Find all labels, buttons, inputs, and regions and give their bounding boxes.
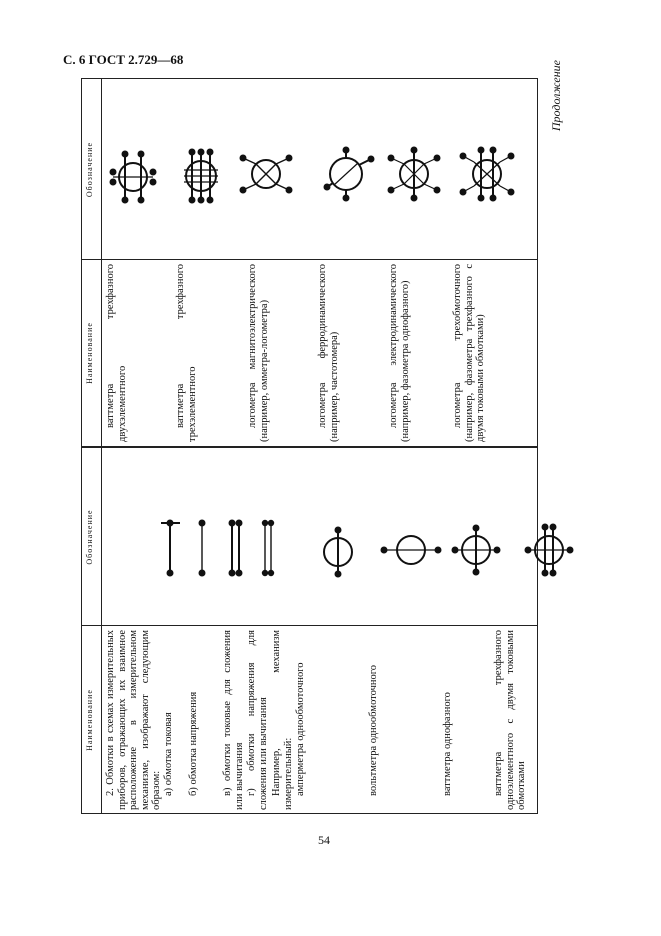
page-header: С. 6 ГОСТ 2.729—68 [63, 52, 184, 67]
row-text-ratiometer-3coil: логометра трехобмоточного (например, фазометра трехфазного с двумя токовыми обмотками) [452, 264, 486, 442]
voltage-coil-symbol [200, 521, 205, 576]
current-coils-sum-symbol [230, 521, 242, 576]
voltage-coils-sum-symbol [263, 521, 274, 576]
wattmeter-3ph-1el-symbol [526, 525, 573, 576]
wattmeter-1ph-symbol [453, 526, 500, 575]
header-name-left: Наименование [85, 689, 94, 751]
row-text-ratiometer-magnetoelectric: логометра магнитоэлектрического (например, омметра-логометра) [247, 264, 270, 442]
header-name-right: Наименование [85, 322, 94, 384]
row-text-wattmeter-3ph-3el: ваттметра трехфазного трехэлементного [175, 264, 198, 442]
header-symbol-left: Обозначение [85, 509, 94, 565]
current-coil-symbol [161, 521, 180, 576]
wattmeter-3ph-2el-symbol [111, 152, 156, 203]
row-text-wattmeter-3ph-1el: ваттметра трехфазного одноэлементного с двумя токовыми обмотками [493, 630, 527, 810]
row-text-wattmeter-3ph-2el: ваттметра трехфазного двухэлементного [105, 264, 128, 442]
ammeter-symbol [324, 528, 352, 577]
row-text-ratiometer-electrodynamic: логометра электродинамического (например, фазометра однофазного) [388, 264, 411, 442]
row-text-current-coils-sum: в) обмотки токовые для сложения или вычитания [222, 630, 245, 810]
header-symbol-right: Обозначение [85, 141, 94, 198]
row-text-example: Например, механизм измерительный: [271, 630, 294, 810]
ratiometer-electrodynamic-symbol [389, 148, 440, 201]
row-text-voltage-coil: б) обмотка напряжения [188, 691, 199, 796]
row-text-current-coil: а) обмотка токовая [163, 712, 174, 796]
ratiometer-magnetoelectric-symbol [241, 156, 292, 193]
continuation-label: Продолжение [549, 60, 563, 132]
row-text-wattmeter-1ph: ваттметра однофазного [442, 692, 453, 796]
row-text-ratiometer-ferrodynamic: логометра ферродинамического (например, частотомера) [317, 264, 340, 442]
row-text-voltmeter: вольтметра однообмоточного [368, 664, 379, 796]
row-text-voltage-coils-sum: г) обмотки напряжения для сложения или вычитания [246, 630, 269, 810]
row-text-intro: 2. Обмотки в схемах измерительных приборов, отражающих их взаимное расположение в измерительном механизме, изображают следующим образом: [105, 630, 162, 810]
page-number: 54 [318, 833, 330, 847]
ratiometer-3coil-symbol [461, 148, 514, 201]
wattmeter-3ph-3el-symbol [184, 150, 218, 203]
row-text-ammeter: амперметра однообмоточного [295, 662, 306, 796]
voltmeter-symbol [382, 536, 441, 564]
ratiometer-ferrodynamic-symbol [325, 148, 374, 201]
